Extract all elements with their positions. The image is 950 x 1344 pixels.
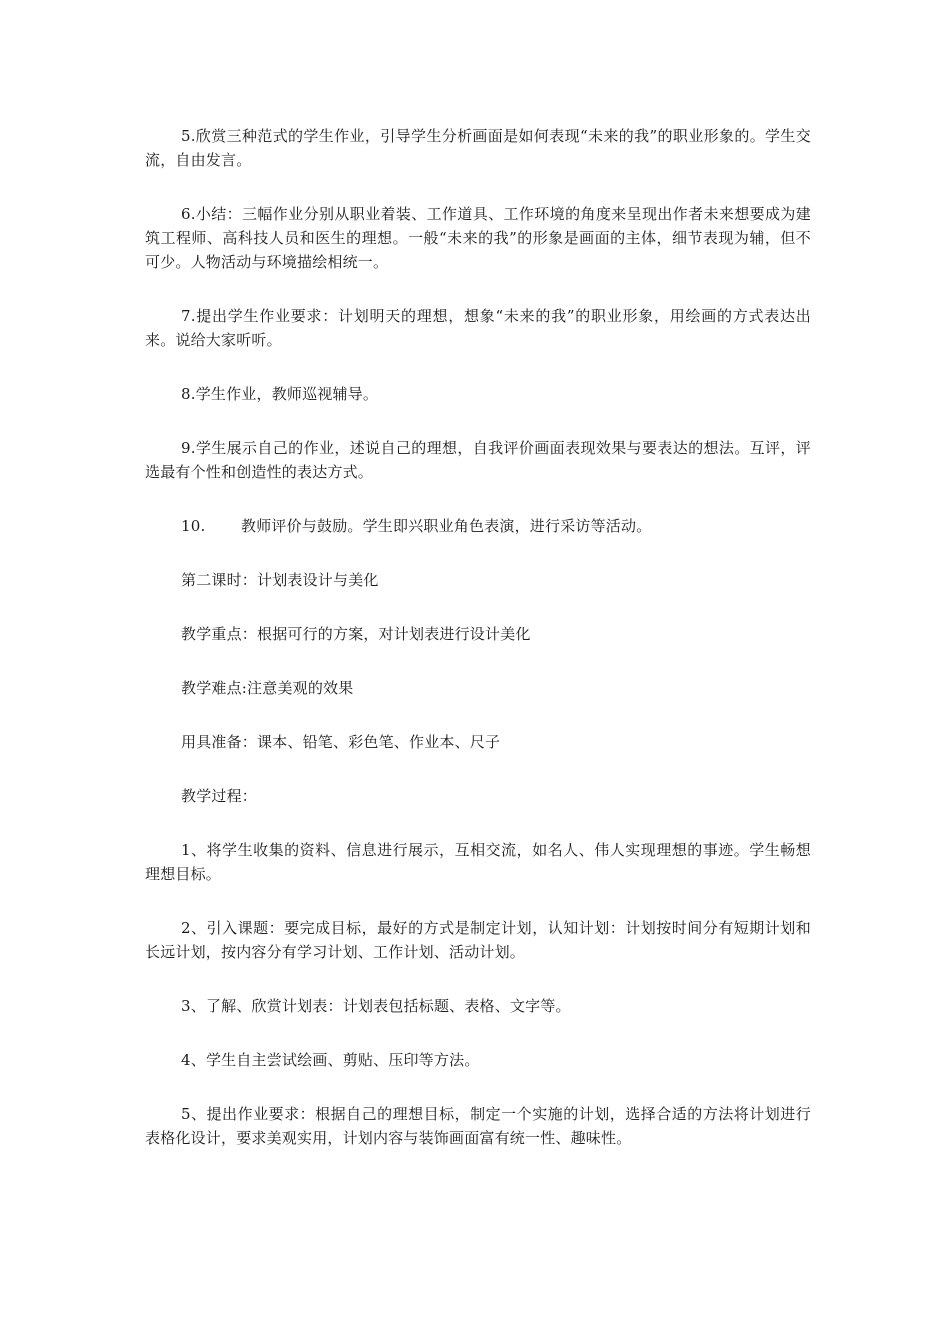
paragraph-6-summary: 6.小结：三幅作业分别从职业着装、工作道具、工作环境的角度来呈现出作者未来想要成为建筑工程师、高科技人员和医生的理想。一般“未来的我”的形象是画面的主体，细节表现为辅，但不可少。人物活动与环境描绘相统一。 (145, 205, 811, 271)
teaching-difficulty: 教学难点:注意美观的效果 (181, 679, 354, 697)
paragraph-9-student-display: 9.学生展示自己的作业，述说自己的理想，自我评价画面表现效果与要表达的想法。互评，评选最有个性和创造性的表达方式。 (145, 439, 811, 481)
paragraph-7-homework-requirement: 7.提出学生作业要求：计划明天的理想，想象“未来的我”的职业形象，用绘画的方式表达出来。说给大家听听。 (145, 307, 811, 349)
process-step-2: 2、引入课题：要完成目标，最好的方式是制定计划，认知计划：计划按时间分有短期计划和长远计划，按内容分有学习计划、工作计划、活动计划。 (145, 919, 811, 961)
teaching-process-heading: 教学过程： (181, 787, 258, 805)
paragraph-text: 教师评价与鼓励。学生即兴职业角色表演，进行采访等活动。 (241, 517, 652, 535)
paragraph-10-teacher-evaluation (145, 514, 811, 538)
paragraph-number: 10. (181, 517, 206, 535)
process-step-1: 1、将学生收集的资料、信息进行展示，互相交流，如名人、伟人实现理想的事迹。学生畅想理想目标。 (145, 841, 811, 883)
process-step-5: 5、提出作业要求：根据自己的理想目标，制定一个实施的计划，选择合适的方法将计划进行表格化设计，要求美观实用，计划内容与装饰画面富有统一性、趣味性。 (145, 1105, 811, 1147)
second-lesson-heading: 第二课时：计划表设计与美化 (181, 571, 379, 589)
teaching-key-point: 教学重点：根据可行的方案，对计划表进行设计美化 (181, 625, 531, 643)
process-step-4: 4、学生自主尝试绘画、剪贴、压印等方法。 (181, 1051, 480, 1069)
materials-preparation: 用具准备：课本、铅笔、彩色笔、作业本、尺子 (181, 733, 501, 751)
paragraph-5-appreciate: 5.欣赏三种范式的学生作业，引导学生分析画面是如何表现“未来的我”的职业形象的。学生交流，自由发言。 (145, 127, 811, 169)
paragraph-8-student-work: 8.学生作业，教师巡视辅导。 (181, 385, 379, 403)
document-body (145, 124, 811, 1180)
process-step-3: 3、了解、欣赏计划表：计划表包括标题、表格、文字等。 (181, 997, 571, 1015)
